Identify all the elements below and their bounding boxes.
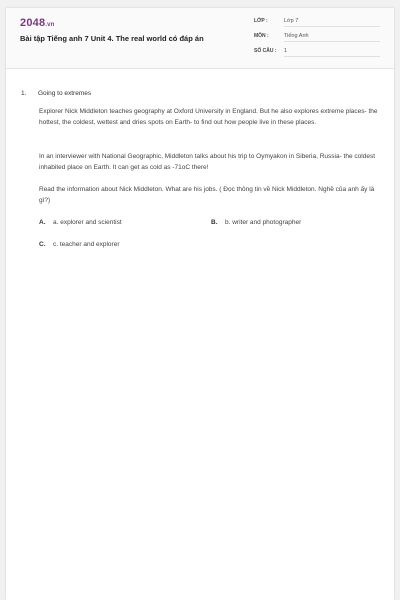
meta-class — [254, 18, 380, 30]
document-title: Bài tập Tiếng anh 7 Unit 4. The real world có đáp án — [20, 34, 204, 43]
option-text: a. explorer and scientist — [53, 219, 122, 226]
logo-domain: .vn — [45, 22, 55, 28]
meta-question-count-value: 1 — [284, 48, 380, 57]
meta-question-count-label: SỐ CÂU : — [254, 48, 277, 54]
option-letter: A. — [39, 219, 46, 226]
meta-subject-label: MÔN : — [254, 33, 269, 39]
meta-question-count — [254, 48, 380, 60]
option-letter: B. — [211, 219, 218, 226]
question-title: Going to extremes — [38, 90, 92, 97]
meta-subject-value: Tiếng Anh — [284, 33, 380, 42]
meta-class-value: Lớp 7 — [284, 18, 380, 27]
document-page — [6, 8, 394, 600]
site-logo[interactable] — [20, 17, 55, 29]
meta-class-label: LỚP : — [254, 18, 268, 24]
question-prompt: Read the information about Nick Middleton. What are his jobs. ( Đọc thông tin về Nick Middleton. Nghề của anh ấy là gì?) — [39, 186, 375, 204]
option-text: b. writer and photographer — [225, 219, 302, 226]
document-header — [6, 8, 394, 69]
answer-option-a[interactable] — [39, 219, 122, 226]
answer-option-c[interactable] — [39, 241, 119, 248]
meta-subject — [254, 33, 380, 45]
option-text: c. teacher and explorer — [53, 241, 120, 248]
question-number: 1. — [21, 90, 27, 97]
passage-paragraph: In an interviewer with National Geographic, Middleton talks about his trip to Oymyakon in Siberia, Russia- the coldest inhabited place on Earth. It can get as cold as -71oC there! — [39, 153, 375, 171]
option-letter: C. — [39, 241, 46, 248]
answer-option-b[interactable] — [211, 219, 301, 226]
logo-text: 2048 — [20, 17, 46, 29]
passage-paragraph: Explorer Nick Middleton teaches geography at Oxford University in England. But he also explores extreme places- the hottest, the coldest, wettest and dries spots on Earth- to find out how people live in these places. — [39, 108, 378, 126]
